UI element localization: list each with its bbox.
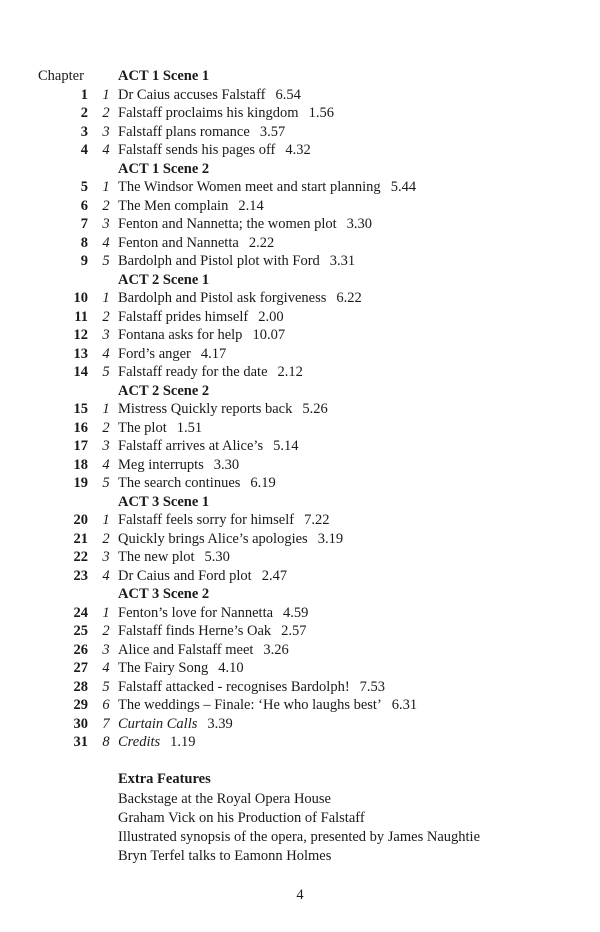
chapter-entry: [118, 641, 289, 660]
chapter-number: 21: [73, 530, 88, 547]
chapter-title: Fenton and Nannetta; the women plot: [118, 216, 337, 232]
chapter-entry: [118, 733, 196, 752]
scene-number: 1: [102, 86, 110, 103]
chapter-entry: [118, 419, 202, 438]
chapter-title: Falstaff prides himself: [118, 308, 249, 325]
scene-number: 5: [102, 253, 110, 269]
page-number: 4: [296, 887, 304, 903]
scene-number: 1: [102, 290, 110, 306]
chapter-duration: 3.30: [346, 216, 373, 232]
chapter-column-heading: Chapter: [38, 68, 84, 84]
chapter-number: 30: [73, 715, 88, 732]
chapter-entry: [118, 234, 274, 253]
chapter-entry: [118, 289, 362, 308]
chapter-row: [0, 289, 600, 308]
scene-number: 2: [102, 419, 110, 436]
chapter-title: Bardolph and Pistol ask forgiveness: [118, 290, 327, 306]
scene-number: 4: [102, 660, 110, 676]
chapter-row: [0, 715, 600, 734]
chapter-title: The Men complain: [118, 197, 229, 214]
scene-number: 1: [102, 401, 110, 417]
chapter-title: Credits: [118, 734, 161, 750]
chapter-number: 23: [73, 567, 88, 584]
chapter-entry: [118, 604, 308, 623]
chapter-entry: [118, 400, 328, 419]
scene-number: 1: [102, 512, 110, 528]
chapter-entry: [118, 104, 334, 123]
chapter-duration: 5.26: [302, 401, 328, 417]
chapter-entry: [118, 123, 285, 142]
chapter-title: The new plot: [118, 549, 195, 565]
chapter-entry: [118, 696, 417, 715]
chapter-duration: 7.53: [359, 678, 386, 695]
chapter-row: [0, 123, 600, 142]
chapter-row: [0, 345, 600, 364]
chapter-duration: 2.22: [248, 234, 275, 251]
chapter-number: 14: [73, 364, 88, 380]
chapter-title: Fontana asks for help: [118, 327, 243, 343]
chapter-number: 11: [74, 308, 88, 325]
chapter-number: 19: [73, 475, 88, 491]
act-scene-heading: ACT 3 Scene 1: [118, 493, 210, 510]
chapter-entry: [118, 252, 355, 271]
scene-number: 3: [102, 123, 110, 140]
chapter-duration: 5.44: [390, 179, 417, 195]
chapter-title: Dr Caius accuses Falstaff: [118, 86, 266, 103]
scene-number: 4: [102, 567, 110, 584]
chapter-row: [0, 104, 600, 123]
chapter-row: [0, 419, 600, 438]
chapter-number: 26: [73, 641, 88, 658]
chapter-duration: 6.22: [336, 290, 362, 306]
act-scene-heading-row: [0, 160, 600, 179]
chapter-duration: 5.30: [204, 549, 230, 565]
chapter-title: Alice and Falstaff meet: [118, 641, 254, 658]
chapter-duration: 1.51: [176, 419, 203, 436]
scene-number: 2: [102, 623, 110, 639]
chapter-title: Fenton’s love for Nannetta: [118, 604, 274, 621]
chapter-entry: [118, 715, 233, 734]
chapter-row: [0, 530, 600, 549]
chapter-duration: 3.31: [329, 253, 356, 269]
chapter-row: [0, 437, 600, 456]
scene-number: 2: [102, 197, 110, 214]
chapter-row: [0, 733, 600, 752]
chapter-row: [0, 141, 600, 160]
scene-number: 3: [102, 549, 110, 565]
scene-number: 7: [102, 715, 110, 732]
chapter-row: [0, 604, 600, 623]
chapter-row: [0, 548, 600, 567]
chapter-row: [0, 696, 600, 715]
chapter-entry: [118, 141, 311, 160]
chapter-row: [0, 622, 600, 641]
chapter-number: 3: [80, 123, 88, 140]
chapter-title: The search continues: [118, 475, 241, 491]
chapter-number: 17: [73, 438, 88, 454]
chapter-title: Falstaff finds Herne’s Oak: [118, 623, 272, 639]
chapter-row: [0, 326, 600, 345]
chapter-row: [0, 641, 600, 660]
chapter-number: 16: [73, 419, 88, 436]
act-scene-heading: ACT 1 Scene 2: [118, 160, 210, 177]
chapter-duration: 6.31: [391, 697, 418, 713]
scene-number: 2: [102, 105, 110, 121]
chapter-number: 28: [73, 678, 88, 695]
act-scene-heading-row: [0, 585, 600, 604]
chapter-number: 1: [80, 86, 88, 103]
act-scene-heading: ACT 3 Scene 2: [118, 586, 210, 602]
chapter-title: Falstaff arrives at Alice’s: [118, 438, 264, 454]
chapter-entry: [118, 474, 276, 493]
act-scene-heading-row: [0, 271, 600, 290]
chapter-row: [0, 511, 600, 530]
chapter-entry: [118, 178, 416, 197]
scene-number: 8: [102, 734, 110, 750]
scene-number: 4: [102, 345, 110, 362]
chapter-title: Meg interrupts: [118, 456, 204, 473]
chapter-number: 7: [80, 216, 88, 232]
chapter-title: The Fairy Song: [118, 660, 209, 676]
chapter-title: Mistress Quickly reports back: [118, 401, 293, 417]
chapter-number: 27: [73, 660, 88, 676]
chapter-title: The plot: [118, 419, 167, 436]
chapter-row: [0, 197, 600, 216]
chapter-entry: [118, 456, 239, 475]
chapter-duration: 4.17: [200, 345, 227, 362]
act-scene-heading: ACT 1 Scene 1: [118, 68, 210, 84]
chapter-number: 15: [73, 401, 88, 417]
scene-number: 3: [102, 438, 110, 454]
chapter-number: 6: [80, 197, 88, 214]
scene-number: 4: [102, 234, 110, 251]
chapter-title: Falstaff attacked - recognises Bardolph!: [118, 678, 350, 695]
chapter-number: 8: [80, 234, 88, 251]
extra-features-heading: Extra Features: [118, 771, 211, 787]
chapter-row: [0, 400, 600, 419]
chapter-entry: [118, 511, 329, 530]
chapter-row: [0, 474, 600, 493]
chapter-entry: [118, 567, 287, 586]
extra-feature-item: Graham Vick on his Production of Falstaff: [118, 810, 365, 826]
chapter-duration: 1.19: [170, 734, 196, 750]
scene-number: 5: [102, 364, 110, 380]
chapter-row: [0, 567, 600, 586]
chapter-duration: 3.26: [263, 641, 289, 658]
chapter-duration: 3.30: [213, 456, 240, 473]
chapter-number: 2: [80, 105, 88, 121]
chapter-entry: [118, 363, 303, 382]
scene-number: 2: [102, 308, 110, 325]
chapter-duration: 3.39: [207, 715, 233, 732]
act-scene-heading: ACT 2 Scene 2: [118, 382, 210, 399]
scene-number: 1: [102, 604, 110, 621]
scene-number: 5: [102, 678, 110, 695]
chapter-duration: 7.22: [304, 512, 330, 528]
extra-feature-item: Illustrated synopsis of the opera, presented by James Naughtie: [118, 829, 481, 845]
chapter-row: [0, 86, 600, 105]
act-scene-heading-row: [0, 382, 600, 401]
chapter-title: Bardolph and Pistol plot with Ford: [118, 253, 320, 269]
chapter-row: [0, 456, 600, 475]
chapter-duration: 2.12: [277, 364, 303, 380]
chapter-row: [0, 234, 600, 253]
chapter-duration: 2.14: [238, 197, 264, 214]
scene-number: 2: [102, 530, 110, 547]
scene-number: 3: [102, 216, 110, 232]
chapter-number: 13: [73, 345, 88, 362]
chapter-duration: 10.07: [252, 327, 286, 343]
chapter-number: 25: [73, 623, 88, 639]
chapter-entry: [118, 437, 298, 456]
chapter-title: Falstaff ready for the date: [118, 364, 268, 380]
chapter-row: [0, 215, 600, 234]
chapter-entry: [118, 326, 285, 345]
chapter-title: Fenton and Nannetta: [118, 234, 239, 251]
chapter-title: Falstaff feels sorry for himself: [118, 512, 295, 528]
chapter-entry: [118, 215, 372, 234]
chapter-duration: 4.59: [283, 604, 309, 621]
chapter-number: 4: [80, 142, 88, 158]
scene-number: 5: [102, 475, 110, 491]
chapter-duration: 4.32: [285, 142, 311, 158]
chapter-entry: [118, 197, 264, 216]
act-scene-heading-row: [0, 493, 600, 512]
chapter-entry: [118, 308, 284, 327]
chapter-row: [0, 308, 600, 327]
chapter-row: [0, 659, 600, 678]
chapter-number: 9: [80, 253, 88, 269]
chapter-title: Dr Caius and Ford plot: [118, 567, 252, 584]
chapter-duration: 3.19: [317, 530, 344, 547]
chapter-duration: 6.19: [250, 475, 276, 491]
chapter-title: Falstaff proclaims his kingdom: [118, 105, 299, 121]
chapter-duration: 5.14: [273, 438, 299, 454]
scene-number: 3: [102, 327, 110, 343]
act-scene-heading-row: [0, 67, 600, 86]
extra-features: [118, 770, 480, 866]
chapter-number: 12: [73, 327, 88, 343]
act-scene-heading: ACT 2 Scene 1: [118, 271, 210, 288]
chapter-duration: 2.00: [258, 308, 284, 325]
scene-number: 6: [102, 697, 110, 713]
scene-number: 4: [102, 456, 110, 473]
chapter-duration: 3.57: [259, 123, 286, 140]
chapter-duration: 2.47: [261, 567, 288, 584]
chapter-duration: 6.54: [275, 86, 301, 103]
chapter-entry: [118, 678, 385, 697]
chapter-duration: 4.10: [218, 660, 244, 676]
chapter-number: 10: [73, 290, 88, 306]
scene-number: 4: [102, 142, 110, 158]
chapter-number: 24: [73, 604, 88, 621]
table-of-contents: [0, 67, 600, 752]
chapter-row: [0, 252, 600, 271]
chapter-duration: 1.56: [308, 105, 334, 121]
chapter-number: 18: [73, 456, 88, 473]
chapter-row: [0, 678, 600, 697]
extra-feature-item: Backstage at the Royal Opera House: [118, 791, 331, 807]
chapter-title: Falstaff sends his pages off: [118, 142, 276, 158]
chapter-entry: [118, 622, 307, 641]
scene-number: 1: [102, 179, 110, 195]
chapter-title: The weddings – Finale: ‘He who laughs best’: [118, 697, 382, 713]
chapter-title: Curtain Calls: [118, 715, 198, 732]
chapter-number: 20: [73, 512, 88, 528]
chapter-title: Falstaff plans romance: [118, 123, 250, 140]
chapter-number: 22: [73, 549, 88, 565]
chapter-title: Quickly brings Alice’s apologies: [118, 530, 308, 547]
chapter-entry: [118, 548, 230, 567]
chapter-row: [0, 178, 600, 197]
extra-feature-item: Bryn Terfel talks to Eamonn Holmes: [118, 848, 332, 864]
chapter-entry: [118, 659, 244, 678]
chapter-number: 29: [73, 697, 88, 713]
chapter-entry: [118, 86, 301, 105]
chapter-title: The Windsor Women meet and start planning: [118, 179, 381, 195]
chapter-row: [0, 363, 600, 382]
chapter-entry: [118, 530, 343, 549]
chapter-number: 5: [80, 179, 88, 195]
chapter-entry: [118, 345, 226, 364]
scene-number: 3: [102, 641, 110, 658]
chapter-number: 31: [73, 734, 88, 750]
chapter-duration: 2.57: [281, 623, 307, 639]
chapter-title: Ford’s anger: [118, 345, 191, 362]
